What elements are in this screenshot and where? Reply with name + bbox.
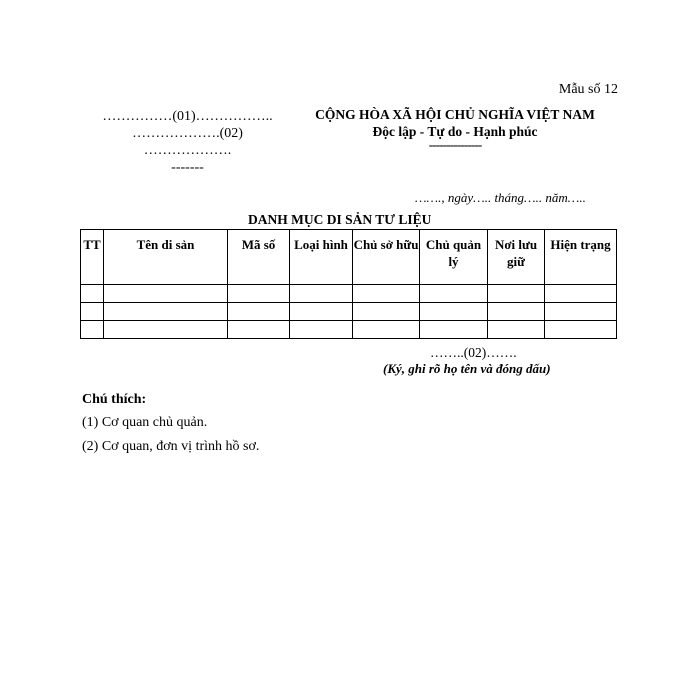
table-row xyxy=(81,285,617,303)
table-cell xyxy=(545,285,617,303)
agency-underline: ------- xyxy=(171,160,204,175)
table-cell xyxy=(228,321,290,339)
country-name: CỘNG HÒA XÃ HỘI CHỦ NGHĨA VIỆT NAM xyxy=(315,107,595,122)
table-cell xyxy=(420,303,488,321)
agency-line-2: ……………….(02) xyxy=(132,126,243,141)
table-cell xyxy=(290,321,353,339)
table-cell xyxy=(353,303,420,321)
table-header-row xyxy=(81,230,617,285)
column-header-storage-place: Nơi lưu giữ xyxy=(488,230,545,285)
table-cell xyxy=(228,303,290,321)
signature-line: ……..(02)……. xyxy=(430,345,517,360)
signature-instruction: (Ký, ghi rõ họ tên và đóng dấu) xyxy=(383,361,551,376)
column-header-code: Mã số xyxy=(228,230,290,285)
table-cell xyxy=(488,303,545,321)
motto-underline: --------------- xyxy=(428,137,482,152)
notes-heading: Chú thích: xyxy=(82,392,147,407)
form-number: Mẫu số 12 xyxy=(558,82,618,97)
table-cell xyxy=(545,321,617,339)
heritage-table xyxy=(80,229,617,339)
table-cell xyxy=(81,321,104,339)
table-cell xyxy=(420,321,488,339)
table-cell xyxy=(488,321,545,339)
table-cell xyxy=(290,285,353,303)
note-item: (1) Cơ quan chủ quản. xyxy=(82,415,208,430)
table-row xyxy=(81,321,617,339)
column-header-heritage-name: Tên di sản xyxy=(104,230,228,285)
table-cell xyxy=(228,285,290,303)
column-header-owner: Chủ sở hữu xyxy=(353,230,420,285)
column-header-status: Hiện trạng xyxy=(545,230,617,285)
table-cell xyxy=(104,303,228,321)
national-motto: Độc lập - Tự do - Hạnh phúc xyxy=(372,124,538,139)
column-header-type: Loại hình xyxy=(290,230,353,285)
agency-line-1: ……………(01)…………….. xyxy=(102,109,273,124)
table-cell xyxy=(290,303,353,321)
table-cell xyxy=(104,285,228,303)
national-header xyxy=(310,106,600,150)
table-cell xyxy=(488,285,545,303)
table-cell xyxy=(420,285,488,303)
table-row xyxy=(81,303,617,321)
date-line: ……., ngày….. tháng….. năm….. xyxy=(415,190,586,205)
table-cell xyxy=(353,285,420,303)
note-item: (2) Cơ quan, đơn vị trình hồ sơ. xyxy=(82,439,260,454)
document-title: DANH MỤC DI SẢN TƯ LIỆU xyxy=(248,212,432,227)
table-cell xyxy=(104,321,228,339)
column-header-manager: Chủ quản lý xyxy=(420,230,488,285)
agency-line-3: ………………. xyxy=(143,143,232,158)
table-cell xyxy=(81,303,104,321)
column-header-tt: TT xyxy=(81,230,104,285)
table-cell xyxy=(81,285,104,303)
table-cell xyxy=(545,303,617,321)
table-cell xyxy=(353,321,420,339)
issuing-agency-block xyxy=(95,108,280,176)
